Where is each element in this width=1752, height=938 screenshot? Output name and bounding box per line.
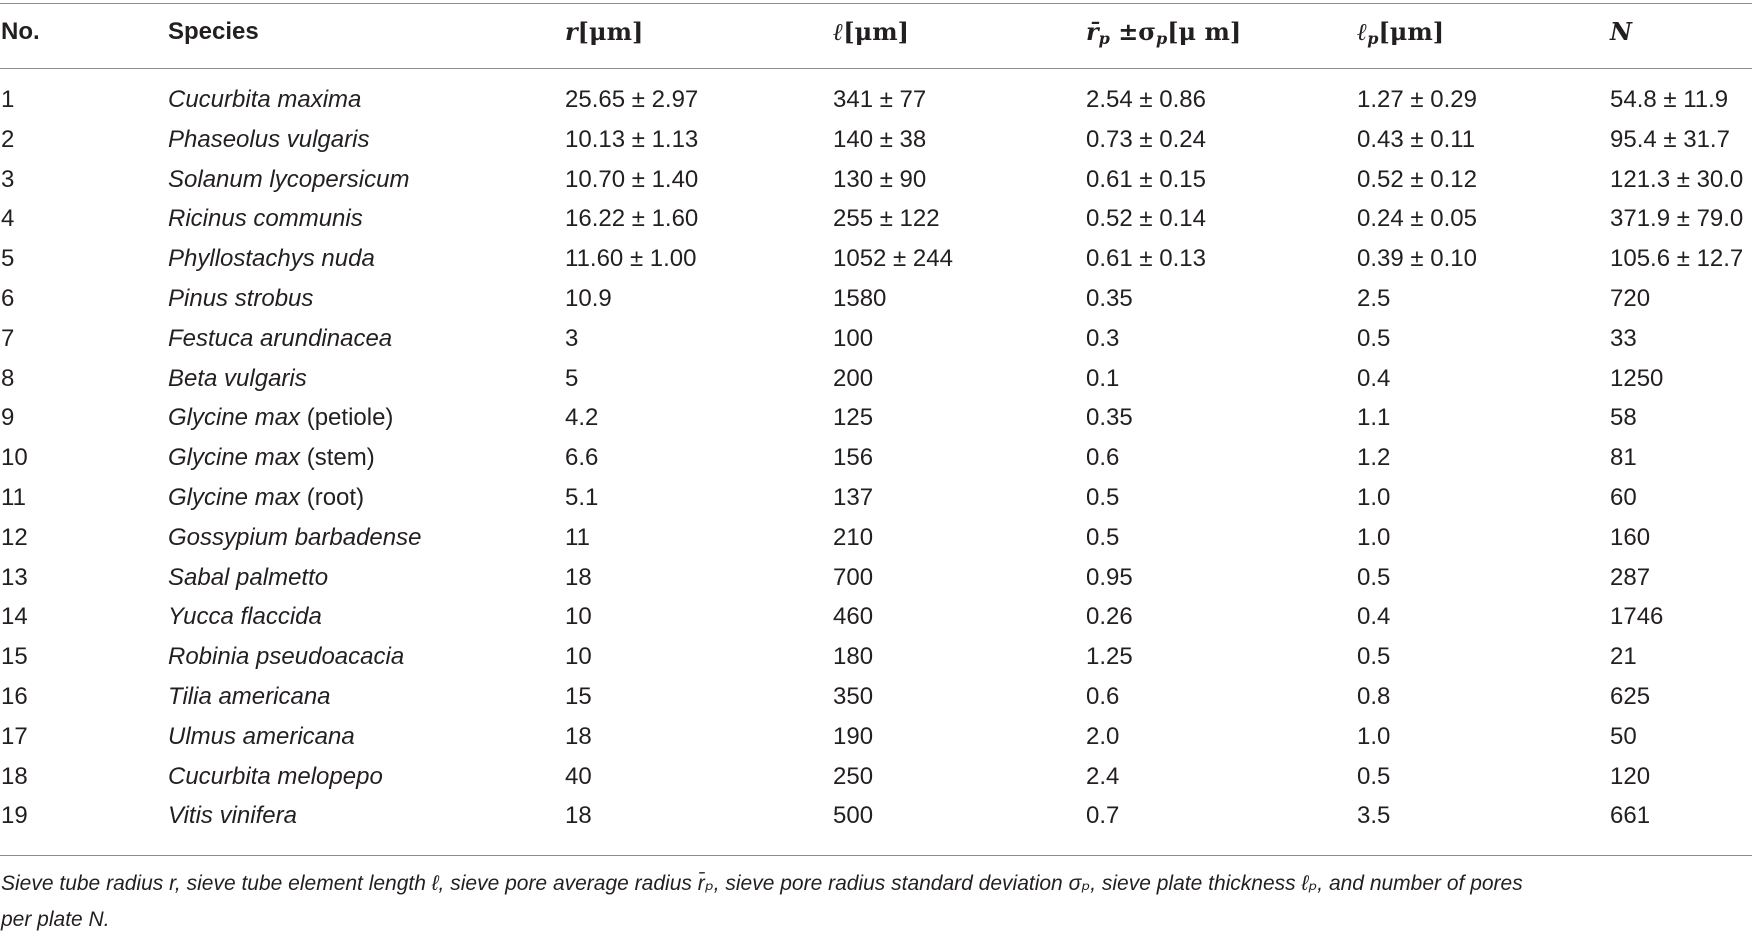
cell-n: 625 [1610, 682, 1651, 710]
cell-species [168, 279, 313, 319]
table-top-rule [0, 3, 1752, 4]
cell-n: 81 [1610, 444, 1637, 472]
cell-lp: 1.0 [1357, 722, 1391, 750]
species-name: Glycine max [168, 404, 301, 432]
header-rp [1086, 14, 1241, 50]
cell-species [168, 319, 392, 359]
cell-n: 120 [1610, 762, 1651, 790]
cell-lp: 0.43 ± 0.11 [1357, 125, 1476, 153]
species-name: Robinia pseudoacacia [168, 643, 405, 671]
cell-no: 13 [1, 563, 28, 591]
cell-species [168, 199, 363, 239]
table-row [0, 597, 1752, 637]
cell-lp: 0.5 [1357, 762, 1391, 790]
header-ell [833, 14, 909, 50]
cell-r: 3 [565, 324, 579, 352]
cell-lp: 0.4 [1357, 603, 1391, 631]
cell-r: 10.70 ± 1.40 [565, 165, 699, 193]
cell-ell: 350 [833, 682, 874, 710]
table-row [0, 359, 1752, 399]
cell-species [168, 80, 361, 120]
cell-no: 1 [1, 86, 15, 113]
table-row [0, 398, 1752, 438]
cell-r: 25.65 ± 2.97 [565, 86, 699, 113]
cell-ell: 1580 [833, 284, 887, 312]
cell-rp: 0.73 ± 0.24 [1086, 125, 1206, 153]
species-name: Phaseolus vulgaris [168, 125, 370, 153]
cell-species [168, 160, 409, 200]
cell-lp: 2.5 [1357, 284, 1391, 312]
header-rp-var: r̄ [1086, 17, 1099, 46]
cell-species [168, 359, 307, 399]
cell-rp: 0.35 [1086, 404, 1133, 432]
header-no: No. [1, 18, 40, 45]
cell-no: 11 [1, 483, 26, 511]
cell-r: 4.2 [565, 404, 599, 432]
cell-lp: 0.5 [1357, 563, 1391, 591]
species-name: Gossypium barbadense [168, 523, 422, 551]
cell-n: 160 [1610, 523, 1651, 551]
species-name: Yucca flaccida [168, 603, 322, 631]
cell-ell: 200 [833, 364, 874, 392]
cell-ell: 255 ± 122 [833, 205, 940, 233]
cell-ell: 700 [833, 563, 874, 591]
cell-n: 58 [1610, 404, 1637, 432]
cell-ell: 137 [833, 483, 874, 511]
cell-n: 287 [1610, 563, 1651, 591]
cell-r: 18 [565, 722, 592, 750]
cell-rp: 0.26 [1086, 603, 1133, 631]
table-header [0, 14, 1752, 50]
cell-no: 17 [1, 722, 28, 750]
table-row [0, 160, 1752, 200]
cell-species [168, 438, 375, 478]
cell-rp: 0.6 [1086, 682, 1120, 710]
table-row [0, 438, 1752, 478]
cell-species [168, 478, 364, 518]
species-name: Phyllostachys nuda [168, 245, 375, 273]
species-name: Glycine max [168, 483, 301, 511]
cell-r: 11 [565, 523, 590, 551]
cell-ell: 210 [833, 523, 874, 551]
cell-n: 21 [1610, 643, 1637, 671]
cell-rp: 0.5 [1086, 483, 1120, 511]
cell-rp: 2.54 ± 0.86 [1086, 86, 1206, 113]
cell-n: 371.9 ± 79.0 [1610, 205, 1744, 233]
cell-species [168, 796, 297, 836]
cell-ell: 130 ± 90 [833, 165, 927, 193]
cell-no: 18 [1, 762, 28, 790]
species-name: Tilia americana [168, 682, 331, 710]
table-row [0, 319, 1752, 359]
species-name: Glycine max [168, 444, 301, 472]
cell-no: 3 [1, 165, 15, 193]
cell-ell: 125 [833, 404, 874, 432]
cell-r: 10 [565, 603, 592, 631]
cell-rp: 0.3 [1086, 324, 1120, 352]
cell-ell: 140 ± 38 [833, 125, 927, 153]
cell-rp: 2.0 [1086, 722, 1120, 750]
header-lp-var: ℓ [1357, 17, 1368, 46]
cell-species [168, 677, 331, 717]
cell-rp: 1.25 [1086, 643, 1133, 671]
header-r-var: r [565, 17, 578, 46]
cell-no: 12 [1, 523, 28, 551]
cell-rp: 0.61 ± 0.13 [1086, 245, 1206, 273]
cell-no: 5 [1, 245, 15, 273]
header-rp-mid: ±σ [1109, 17, 1157, 46]
cell-no: 8 [1, 364, 15, 392]
header-lp [1357, 14, 1444, 50]
cell-ell: 500 [833, 802, 874, 830]
cell-ell: 156 [833, 444, 874, 472]
cell-species [168, 597, 322, 637]
table-row [0, 518, 1752, 558]
header-ell-unit: [μm] [843, 17, 909, 46]
cell-ell: 460 [833, 603, 874, 631]
cell-species [168, 558, 328, 598]
table-row [0, 796, 1752, 836]
cell-lp: 1.1 [1357, 404, 1391, 432]
cell-n: 50 [1610, 722, 1637, 750]
cell-no: 14 [1, 603, 28, 631]
cell-n: 95.4 ± 31.7 [1610, 125, 1730, 153]
cell-ell: 100 [833, 324, 874, 352]
table-row [0, 637, 1752, 677]
header-r [565, 14, 643, 50]
cell-species [168, 757, 383, 797]
cell-n: 661 [1610, 802, 1651, 830]
cell-n: 121.3 ± 30.0 [1610, 165, 1744, 193]
cell-r: 5 [565, 364, 579, 392]
cell-n: 720 [1610, 284, 1651, 312]
cell-lp: 0.39 ± 0.10 [1357, 245, 1477, 273]
cell-ell: 190 [833, 722, 874, 750]
header-lp-sub: p [1367, 29, 1379, 48]
cell-lp: 3.5 [1357, 802, 1391, 830]
table-row [0, 279, 1752, 319]
cell-ell: 180 [833, 643, 874, 671]
cell-rp: 0.5 [1086, 523, 1120, 551]
species-name: Pinus strobus [168, 284, 314, 312]
table-row [0, 239, 1752, 279]
cell-r: 18 [565, 563, 592, 591]
species-name: Festuca arundinacea [168, 324, 393, 352]
table-row [0, 478, 1752, 518]
cell-lp: 0.5 [1357, 643, 1391, 671]
cell-species [168, 398, 393, 438]
cell-lp: 1.0 [1357, 483, 1391, 511]
header-r-unit: [μm] [577, 17, 644, 46]
species-name: Beta vulgaris [168, 364, 307, 392]
header-ell-var: ℓ [833, 17, 844, 46]
species-name: Vitis vinifera [168, 802, 297, 830]
table-bottom-rule [0, 855, 1752, 856]
cell-r: 18 [565, 802, 592, 830]
cell-species [168, 120, 369, 160]
cell-rp: 0.95 [1086, 563, 1133, 591]
cell-lp: 0.4 [1357, 364, 1391, 392]
cell-n: 33 [1610, 324, 1637, 352]
cell-no: 10 [1, 444, 28, 472]
cell-r: 15 [565, 682, 592, 710]
cell-no: 16 [1, 682, 28, 710]
caption-line-1: Sieve tube radius r, sieve tube element length ℓ, sieve pore average radius r̄ₚ, sieve pore radius standard deviation σₚ, sieve plate thickness ℓₚ, and number of pores [1, 872, 1523, 895]
cell-rp: 0.52 ± 0.14 [1086, 205, 1206, 233]
cell-r: 40 [565, 762, 592, 790]
cell-n: 1746 [1610, 603, 1664, 631]
cell-no: 6 [1, 284, 15, 312]
cell-lp: 0.5 [1357, 324, 1391, 352]
cell-r: 6.6 [565, 444, 599, 472]
table-row [0, 80, 1752, 120]
cell-species [168, 239, 375, 279]
cell-no: 19 [1, 802, 28, 830]
table-row [0, 199, 1752, 239]
cell-rp: 0.7 [1086, 802, 1120, 830]
cell-n: 54.8 ± 11.9 [1610, 86, 1729, 113]
cell-lp: 0.24 ± 0.05 [1357, 205, 1477, 233]
cell-species [168, 518, 421, 558]
cell-no: 2 [1, 125, 15, 153]
cell-ell: 1052 ± 244 [833, 245, 953, 273]
species-name: Sabal palmetto [168, 563, 329, 591]
cell-r: 16.22 ± 1.60 [565, 205, 699, 233]
cell-n: 1250 [1610, 364, 1664, 392]
species-name: Ulmus americana [168, 722, 355, 750]
cell-species [168, 717, 355, 757]
cell-lp: 1.0 [1357, 523, 1391, 551]
cell-lp: 1.2 [1357, 444, 1391, 472]
cell-lp: 0.52 ± 0.12 [1357, 165, 1477, 193]
cell-no: 9 [1, 404, 15, 432]
species-part: (petiole) [300, 404, 394, 432]
table-row [0, 757, 1752, 797]
cell-ell: 250 [833, 762, 874, 790]
species-name: Solanum lycopersicum [168, 165, 410, 193]
cell-rp: 0.1 [1086, 364, 1120, 392]
cell-n: 60 [1610, 483, 1637, 511]
table-header-rule [0, 68, 1752, 69]
cell-rp: 2.4 [1086, 762, 1120, 790]
species-part: (root) [300, 483, 365, 511]
cell-no: 7 [1, 324, 15, 352]
species-part: (stem) [300, 444, 375, 472]
cell-rp: 0.35 [1086, 284, 1133, 312]
species-name: Cucurbita maxima [168, 86, 362, 113]
cell-no: 15 [1, 643, 28, 671]
cell-ell: 341 ± 77 [833, 86, 927, 113]
cell-lp: 1.27 ± 0.29 [1357, 86, 1477, 113]
cell-r: 5.1 [565, 483, 599, 511]
cell-lp: 0.8 [1357, 682, 1391, 710]
header-n [1610, 14, 1632, 50]
header-rp-unit: [μ m] [1167, 17, 1242, 46]
table-row [0, 717, 1752, 757]
cell-rp: 0.61 ± 0.15 [1086, 165, 1206, 193]
table-body [0, 80, 1752, 836]
header-rp-sub: p [1098, 29, 1110, 48]
table-row [0, 120, 1752, 160]
header-lp-unit: [μm] [1378, 17, 1445, 46]
cell-species [168, 637, 404, 677]
cell-rp: 0.6 [1086, 444, 1120, 472]
header-n-var: N [1610, 17, 1632, 46]
cell-no: 4 [1, 205, 15, 233]
header-rp-sub2: p [1156, 29, 1168, 48]
cell-r: 11.60 ± 1.00 [565, 245, 697, 273]
caption-line-2: per plate N. [1, 908, 110, 931]
species-name: Cucurbita melopepo [168, 762, 383, 790]
cell-n: 105.6 ± 12.7 [1610, 245, 1744, 273]
cell-r: 10 [565, 643, 592, 671]
table-row [0, 558, 1752, 598]
species-name: Ricinus communis [168, 205, 363, 233]
table-row [0, 677, 1752, 717]
cell-r: 10.9 [565, 284, 612, 312]
table-caption [1, 866, 1752, 938]
cell-r: 10.13 ± 1.13 [565, 125, 699, 153]
header-species: Species [168, 18, 259, 45]
